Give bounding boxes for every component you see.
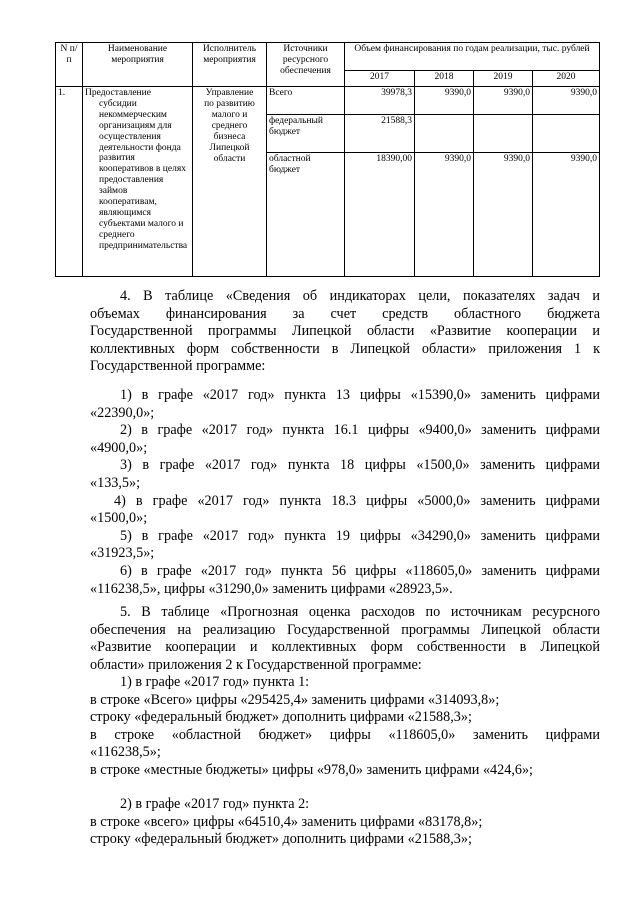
list-item-cont: «116238,5», цифры «31290,0» заменить цифрами «28923,5».	[90, 580, 453, 597]
value-total-2019: 9390,0	[474, 87, 533, 115]
value-total-2018: 9390,0	[415, 87, 474, 115]
subsection-2-line: строку «федеральный бюджет» дополнить цифрами «21588,3»;	[90, 831, 472, 848]
subsection-2-head: 2) в графе «2017 год» пункта 2:	[120, 796, 310, 812]
paragraph-4-line: объемах финансирования за счет средств областного бюджета	[90, 305, 600, 322]
list-item-cont: «1500,0»;	[90, 510, 148, 527]
header-year-2019: 2019	[474, 71, 533, 87]
value-regional-2020: 9390,0	[533, 153, 600, 277]
list-item-cont: «22390,0»;	[90, 404, 155, 421]
header-name: Наименование мероприятия	[83, 43, 193, 87]
value-total-2020: 9390,0	[533, 87, 600, 115]
header-num: N п/п	[56, 43, 83, 87]
row-num: 1.	[56, 87, 83, 277]
list-item-cont: «133,5»;	[90, 474, 141, 491]
list-item-cont: «4900,0»;	[90, 439, 148, 456]
header-year-2020: 2020	[533, 71, 600, 87]
paragraph-4-line: коллективных форм собственности в Липецкой области» приложения 1 к	[90, 340, 600, 357]
value-federal-2020	[533, 115, 600, 153]
paragraph-5-line: 5. В таблице «Прогнозная оценка расходов по источникам ресурсного	[120, 604, 600, 620]
header-year-2018: 2018	[415, 71, 474, 87]
source-regional: областной бюджет	[267, 153, 345, 277]
subsection-1-head: 1) в графе «2017 год» пункта 1:	[120, 674, 310, 690]
value-federal-2017: 21588,3	[345, 115, 415, 153]
header-year-2017: 2017	[345, 71, 415, 87]
source-federal: федеральный бюджет	[267, 115, 345, 153]
paragraph-5-line: обеспечения на реализацию Государственной программы Липецкой области	[90, 621, 600, 638]
value-regional-2019: 9390,0	[474, 153, 533, 277]
subsection-2	[90, 796, 600, 849]
value-federal-2019	[474, 115, 533, 153]
paragraph-4	[90, 288, 600, 376]
paragraph-4-line: Государственной программе:	[90, 358, 266, 375]
items-list-4	[90, 387, 600, 598]
list-item-cont: «31923,5»;	[90, 545, 155, 562]
financing-table	[55, 42, 600, 277]
header-sources: Источники ресурсного обеспечения	[267, 43, 345, 87]
subsection-1-line: в строке «местные бюджеты» цифры «978,0» заменить цифрами «424,6»;	[90, 761, 533, 778]
value-regional-2018: 9390,0	[415, 153, 474, 277]
list-item: 5) в графе «2017 год» пункта 19 цифры «34290,0» заменить цифрами	[120, 527, 600, 544]
paragraph-5-line: области» приложения 2 к Государственной программе:	[90, 656, 422, 673]
list-item: 4) в графе «2017 год» пункта 18.3 цифры «5000,0» заменить цифрами	[114, 492, 600, 509]
list-item: 1) в графе «2017 год» пункта 13 цифры «15390,0» заменить цифрами	[120, 387, 600, 403]
subsection-2-line: в строке «всего» цифры «64510,4» заменить цифрами «83178,8»;	[90, 813, 483, 830]
header-executor: Исполнитель мероприятия	[193, 43, 267, 87]
list-item: 6) в графе «2017 год» пункта 56 цифры «118605,0» заменить цифрами	[120, 562, 600, 579]
row-name: Предоставление субсидии некоммерческим организациям для осуществления деятельности фонда развития кооперативов в целях предоставления займов кооперативам, являющимся субъектами малого и среднего предпринимательства	[83, 87, 193, 277]
subsection-1	[90, 674, 600, 780]
value-federal-2018	[415, 115, 474, 153]
list-item: 3) в графе «2017 год» пункта 18 цифры «1500,0» заменить цифрами	[120, 457, 600, 474]
subsection-1-line: в строке «Всего» цифры «295425,4» заменить цифрами «314093,8»;	[90, 691, 500, 708]
header-funding: Объем финансирования по годам реализации, тыс. рублей	[345, 43, 600, 71]
paragraph-4-line: 4. В таблице «Сведения об индикаторах цели, показателях задач и	[120, 288, 600, 304]
value-regional-2017: 18390,00	[345, 153, 415, 277]
subsection-1-line: «116238,5»;	[90, 744, 161, 761]
value-total-2017: 39978,3	[345, 87, 415, 115]
source-total: Всего	[267, 87, 345, 115]
paragraph-5-line: «Развитие кооперации и коллективных форм собственности в Липецкой	[90, 639, 600, 656]
subsection-1-line: в строке «областной бюджет» цифры «118605,0» заменить цифрами	[90, 726, 600, 743]
list-item: 2) в графе «2017 год» пункта 16.1 цифры «9400,0» заменить цифрами	[120, 422, 600, 439]
subsection-1-line: строку «федеральный бюджет» дополнить цифрами «21588,3»;	[90, 709, 472, 726]
row-executor: Управление по развитию малого и среднего бизнеса Липецкой области	[193, 87, 267, 277]
paragraph-5	[90, 604, 600, 674]
paragraph-4-line: Государственной программы Липецкой области «Развитие кооперации и	[90, 323, 600, 340]
